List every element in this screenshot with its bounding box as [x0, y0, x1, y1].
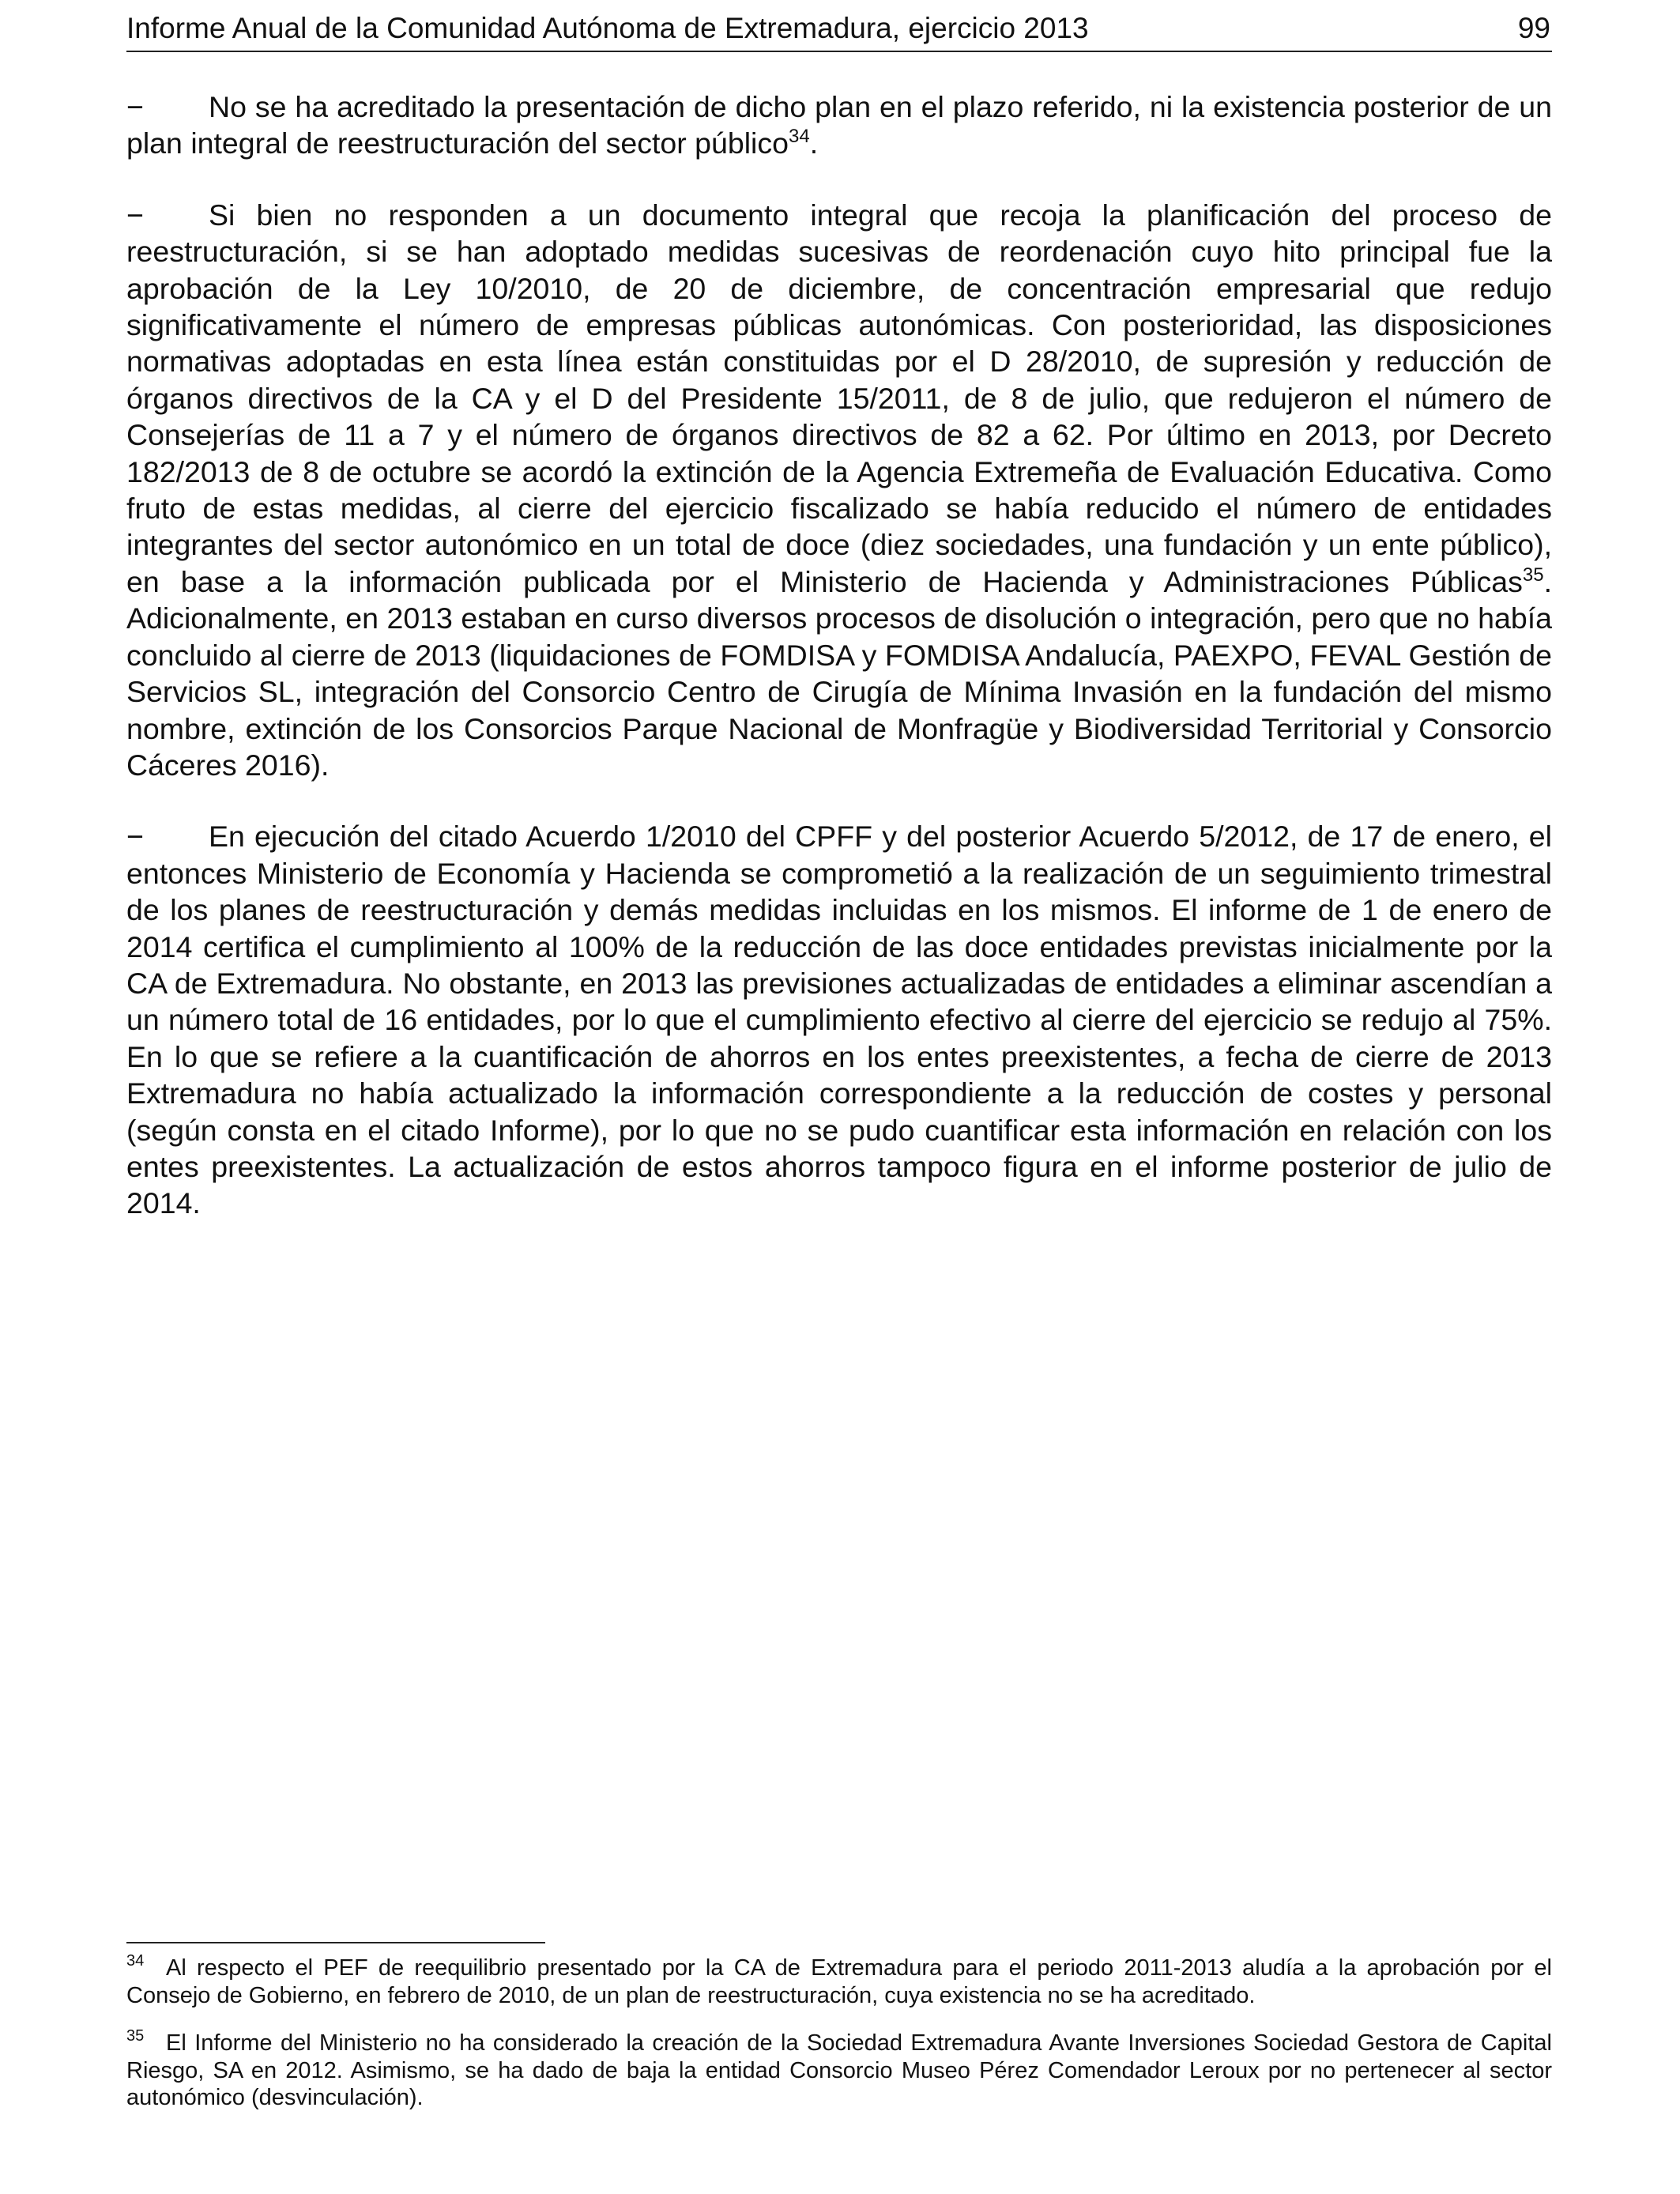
paragraph-text: Si bien no responden a un documento integral que recoja la planificación del proceso de reestructuración, si se han adoptado medidas sucesivas de reordenación cuyo hito principal fue la aprobación de la Ley 10/2010, de 20 de diciembre, de concentración empresarial que redujo significativamente el número de empresas públicas autonómicas. Con posterioridad, las disposiciones normativas adoptadas en esta línea están constituidas por el D 28/2010, de supresión y reducción de órganos directivos de la CA y el D del Presidente 15/2011, de 8 de julio, que redujeron el número de Consejerías de 11 a 7 y el número de órganos directivos de 82 a 62. Por último en 2013, por Decreto 182/2013 de 8 de octubre se acordó la extinción de la Agencia Extremeña de Evaluación Educativa. Como fruto de estas medidas, al cierre del ejercicio fiscalizado se había reducido el número de entidades integrantes del sector autonómico en un total de doce (diez sociedades, una fundación y un ente público), en base a la información publicada por el Ministerio de Hacienda y Administraciones Públicas	[126, 198, 1552, 598]
bullet-dash: −	[126, 198, 144, 232]
paragraph-text: En ejecución del citado Acuerdo 1/2010 del CPFF y del posterior Acuerdo 5/2012, de 17 de enero, el entonces Ministerio de Economía y Hacienda se comprometió a la realización de un seguimiento trimestral de los planes de reestructuración y demás medidas incluidas en los mismos. El informe de 1 de enero de 2014 certifica el cumplimiento al 100% de la reducción de las doce entidades previstas inicialmente por la CA de Extremadura. No obstante, en 2013 las previsiones actualizadas de entidades a eliminar ascendían a un número total de 16 entidades, por lo que el cumplimiento efectivo al cierre del ejercicio se redujo al 75%. En lo que se refiere a la cuantificación de ahorros en los entes preexistentes, a fecha de cierre de 2013 Extremadura no había actualizado la información correspondiente a la reducción de costes y personal (según consta en el citado Informe), por lo que no se pudo cuantificar esta información en relación con los entes preexistentes. La actualización de estos ahorros tampoco figura en el informe posterior de julio de 2014.	[126, 820, 1552, 1220]
page-header	[126, 6, 1552, 52]
header-title: Informe Anual de la Comunidad Autónoma de Extremadura, ejercicio 2013	[126, 12, 1089, 44]
footnote-text: El Informe del Ministerio no ha considerado la creación de la Sociedad Extremadura Avante Inversiones Sociedad Gestora de Capital Riesgo, SA en 2012. Asimismo, se ha dado de baja la entidad Consorcio Museo Pérez Comendador Leroux por no pertenecer al sector autonómico (desvinculación).	[126, 2030, 1552, 2110]
footnote-35: 35 El Informe del Ministerio no ha considerado la creación de la Sociedad Extremadura Avante Inversiones Sociedad Gestora de Capital Riesgo, SA en 2012. Asimismo, se ha dado de baja la entidad Consorcio Museo Pérez Comendador Leroux por no pertenecer al sector autonómico (desvinculación).	[126, 2027, 1552, 2110]
footnote-34: 34 Al respecto el PEF de reequilibrio presentado por la CA de Extremadura para el periodo 2011-2013 aludía a la aprobación por el Consejo de Gobierno, en febrero de 2010, de un plan de reestructuración, cuya existencia no se ha acreditado.	[126, 1952, 1552, 2008]
document-page	[126, 0, 1552, 2194]
paragraph-text: . Adicionalmente, en 2013 estaban en curso diversos procesos de disolución o integración, pero que no había concluido al cierre de 2013 (liquidaciones de FOMDISA y FOMDISA Andalucía, PAEXPO, FEVAL Gestión de Servicios SL, integración del Consorcio Centro de Cirugía de Mínima Invasión en la fundación del mismo nombre, extinción de los Consorcios Parque Nacional de Monfragüe y Biodiversidad Territorial y Consorcio Cáceres 2016).	[126, 564, 1552, 782]
body-text	[126, 89, 1552, 1257]
footnotes	[126, 1952, 1552, 2132]
paragraph-2	[126, 197, 1552, 784]
footnote-ref[interactable]: 34	[788, 126, 810, 148]
paragraph-3	[126, 818, 1552, 1221]
footnote-text: Al respecto el PEF de reequilibrio presentado por la CA de Extremadura para el periodo 2011-2013 aludía a la aprobación por el Consejo de Gobierno, en febrero de 2010, de un plan de reestructuración, cuya existencia no se ha acreditado.	[126, 1955, 1552, 2008]
paragraph-text: No se ha acreditado la presentación de dicho plan en el plazo referido, ni la existencia posterior de un plan integral de reestructuración del sector público	[126, 90, 1552, 160]
bullet-dash: −	[126, 90, 144, 123]
footnote-separator	[126, 1942, 545, 1943]
footnote-ref[interactable]: 35	[1522, 564, 1544, 586]
paragraph-text: .	[809, 126, 819, 160]
bullet-dash: −	[126, 820, 144, 854]
page-number: 99	[1517, 12, 1550, 44]
paragraph-1	[126, 89, 1552, 162]
